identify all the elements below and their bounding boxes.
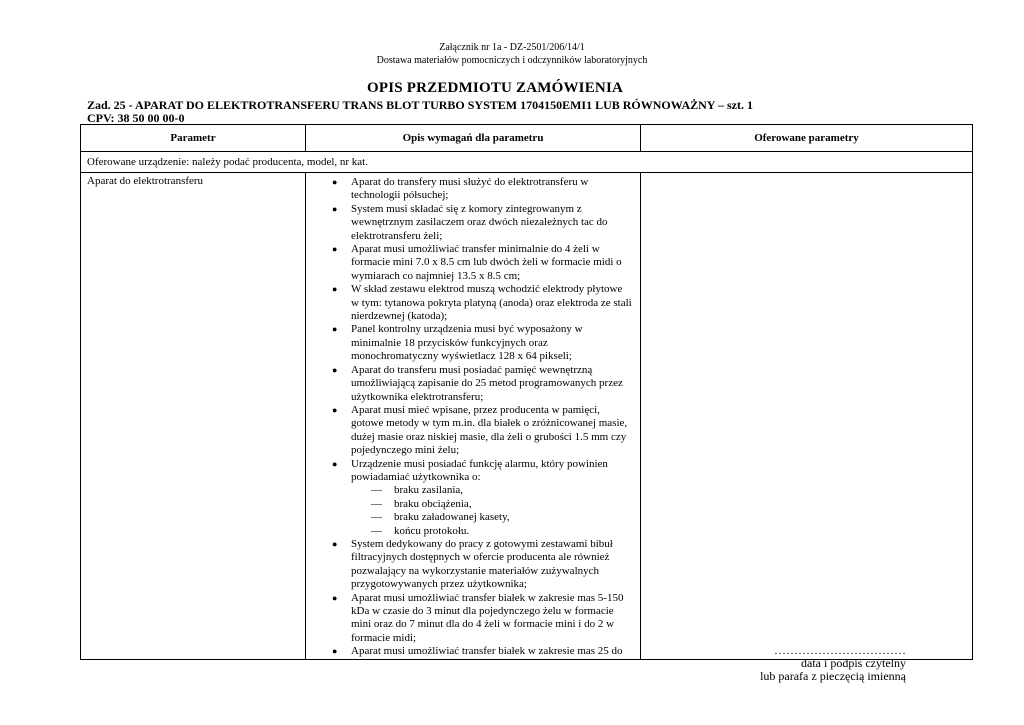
alarm-item — [351, 498, 632, 511]
requirement-item — [306, 645, 640, 658]
requirement-item — [306, 364, 640, 404]
requirement-text: Aparat do transferu musi posiadać pamięć wewnętrzną umożliwiającą zapisanie do 25 metod programowanych przez użytkownika elektrotransferu; — [351, 363, 623, 403]
requirement-text: Aparat musi mieć wpisane, przez producenta w pamięci, gotowe metody w tym m.in. dla białek o zróżnicowanej masie, dużej masie oraz niskiej masie, dla żeli o grubości 1.5 mm czy pojedynczego mini żelu; — [351, 403, 628, 457]
requirement-item — [306, 176, 640, 203]
offered-parameters-cell[interactable] — [641, 173, 973, 660]
table-row — [81, 173, 973, 660]
cpv-code: CPV: 38 50 00 00-0 — [87, 111, 185, 125]
header-opis: Opis wymagań dla parametru — [306, 125, 641, 152]
alarm-item — [351, 511, 632, 524]
alarm-item — [351, 525, 632, 538]
bullet-icon: ● — [332, 404, 338, 415]
requirement-item — [306, 458, 640, 538]
dash-icon: — — [371, 524, 382, 537]
requirement-item — [306, 538, 640, 592]
bullet-icon: ● — [332, 244, 338, 255]
requirement-text: System dedykowany do pracy z gotowymi zestawami bibuł filtracyjnych dostępnych w ofercie producenta ale również pozwalający na wykorzystanie materiałów zużywalnych przygotowywanych przez użytkownika; — [351, 537, 613, 591]
requirement-text: Urządzenie musi posiadać funkcję alarmu, który powinien powiadamiać użytkownika o: — [351, 457, 608, 483]
requirement-text: System musi składać się z komory zintegrowanym z wewnętrznym zasilaczem oraz dwóch niezależnych tac do elektrotransferu żeli; — [351, 202, 608, 242]
bullet-icon: ● — [332, 458, 338, 469]
alarm-text: braku załadowanej kasety, — [394, 511, 510, 524]
annex-reference: Załącznik nr 1a - DZ-2501/206/14/1 — [439, 42, 585, 53]
bullet-icon: ● — [332, 592, 338, 603]
bullet-icon: ● — [332, 364, 338, 375]
alarm-text: końcu protokołu. — [394, 524, 470, 537]
header-parametr: Parametr — [81, 125, 306, 152]
requirement-text: Aparat musi umożliwiać transfer białek w zakresie mas 5-150 kDa w czasie do 3 minut dla pojedynczego żelu w formacie mini oraz do 7 minut dla do 4 żeli w formacie mini i do 2 w formacie midi; — [351, 591, 624, 644]
bullet-icon: ● — [332, 284, 338, 295]
dash-icon: — — [371, 484, 382, 497]
signature-label: data i podpis czytelny — [801, 656, 906, 670]
requirement-item — [306, 243, 640, 283]
requirement-item — [306, 283, 640, 323]
requirement-text: Aparat musi umożliwiać transfer minimalnie do 4 żeli w formacie mini 7.0 x 8.5 cm lub dwóch żeli w formacie midi o wymiarach co najmniej 13.5 x 8.5 cm; — [351, 243, 622, 282]
alarm-text: braku zasilania, — [394, 484, 464, 497]
dash-icon: — — [371, 497, 382, 510]
requirement-text: Aparat musi umożliwiać transfer białek w zakresie mas 25 do — [351, 645, 623, 658]
alarm-text: braku obciążenia, — [394, 497, 472, 510]
bullet-icon: ● — [332, 646, 338, 657]
requirement-item — [306, 592, 640, 646]
header-oferowane: Oferowane parametry — [641, 125, 973, 152]
table-row — [81, 152, 973, 173]
bullet-icon: ● — [332, 538, 338, 549]
alarm-list — [351, 484, 632, 538]
dash-icon: — — [371, 511, 382, 524]
document-title: OPIS PRZEDMIOTU ZAMÓWIENIA — [366, 80, 624, 96]
requirements-list — [306, 173, 640, 659]
requirement-item — [306, 203, 640, 243]
task-title: Zad. 25 - APARAT DO ELEKTROTRANSFERU TRANS BLOT TURBO SYSTEM 1704150EMI1 LUB RÓWNOWAŻNY – szt. 1 — [87, 98, 753, 112]
bullet-icon: ● — [332, 177, 338, 187]
requirement-text: Aparat do transfery musi służyć do elektrotransferu w technologii półsuchej; — [351, 176, 589, 202]
requirement-text: W skład zestawu elektrod muszą wchodzić elektrody płytowe w tym: tytanowa pokryta platyną (anoda) oraz elektroda ze stali nierdzewnej (katoda); — [351, 283, 632, 323]
requirement-text: Panel kontrolny urządzenia musi być wyposażony w minimalnie 18 przycisków funkcyjnych oraz monochromatyczny wyświetlacz 128 x 64 pikseli; — [351, 323, 583, 363]
specification-table — [80, 124, 973, 660]
requirement-item — [306, 323, 640, 363]
stamp-label: lub parafa z pieczęcią imienną — [760, 669, 906, 683]
requirement-item — [306, 404, 640, 458]
row-label: Aparat do elektrotransferu — [81, 173, 306, 660]
requirements-cell — [306, 173, 641, 660]
bullet-icon: ● — [332, 324, 338, 335]
signature-dots: …………………………… — [774, 643, 906, 657]
table-header-row — [81, 125, 973, 152]
alarm-item — [351, 484, 632, 497]
tender-subject: Dostawa materiałów pomocniczych i odczynników laboratoryjnych — [376, 55, 648, 66]
offered-device-note: Oferowane urządzenie: należy podać producenta, model, nr kat. — [81, 152, 973, 173]
bullet-icon: ● — [332, 203, 338, 214]
